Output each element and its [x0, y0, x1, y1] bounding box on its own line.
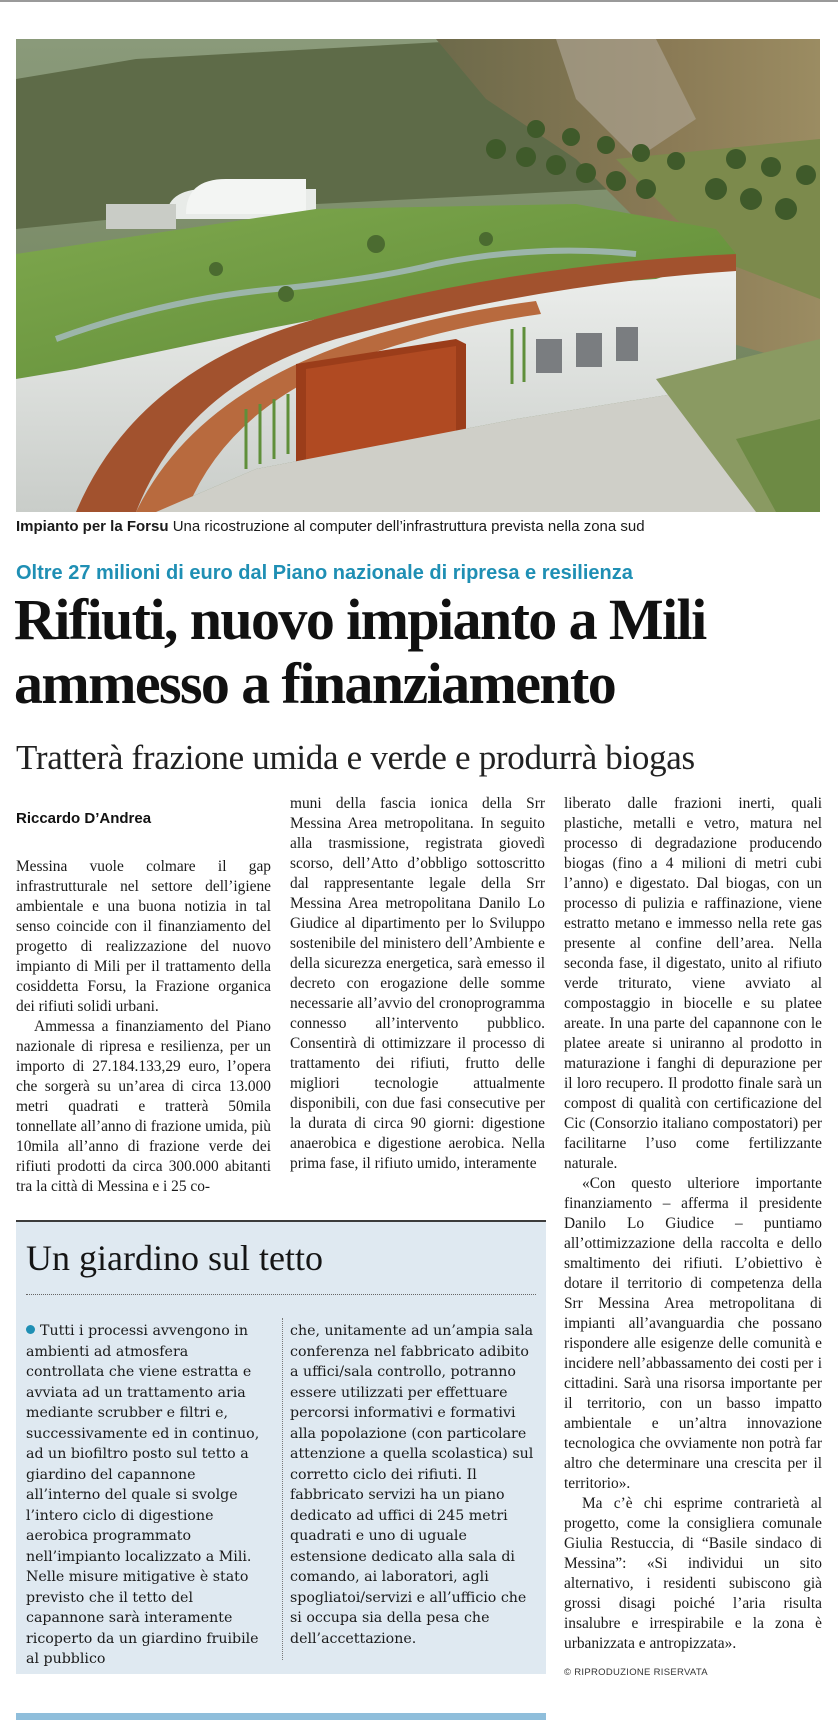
box-column-1 [26, 1321, 270, 1670]
sidebar-box [16, 1220, 546, 1674]
article-paragraph: «Con questo ulteriore importante finanziamento – afferma il presidente Danilo Lo Giudice – puntiamo all’ottimizzazione della raccolta e dello smaltimento dei rifiuti. L’obiettivo è dotare il territorio di competenza della Srr Messina Area metropolitana di impianti all’avanguardia che possano rispondere alle esigenze delle comunità e incidere nell’abbassamento dei costi per i cittadini. Sarà una risorsa importante per il territorio, con un basso impatto ambientale e un’altra innovazione tecnologica che ovviamente non potrà far altro che determinare una crescita per il territorio». [564, 1175, 822, 1492]
box-column-2 [290, 1321, 534, 1649]
article-paragraph: liberato dalle frazioni inerti, quali plastiche, metalli e vetro, matura nel processo di degradazione producendo biogas (fino a 4 milioni di metri cubi l’anno) e digestato. Dal biogas, con un processo di pulizia e raffinazione, viene estratto metano e immesso nella rete gas presente al confine dell’area. Nella seconda fase, il digestato, unito al rifiuto verde triturato, viene avviato al compostaggio in biocelle e su platee areate. In una parte del capannone con le platee areate si uniranno al prodotto in maturazione i fanghi di depurazione per il loro recupero. Il prodotto finale sarà un compost di qualità con certificazione del Cic (Consorzio italiano compostatori) per facilitarne l’uso come fertilizzante naturale. [564, 795, 822, 1172]
box-column-divider [282, 1318, 283, 1660]
bullet-icon [26, 1325, 35, 1334]
photo-caption [16, 518, 822, 536]
box-paragraph: Tutti i processi avvengono in ambienti ad atmosfera controllata che viene estratta e avviata ad un trattamento aria mediante scrubber e filtri e, successivamente ed in continuo, ad un biofiltro posto sul tetto a giardino del capannone all’interno del quale si svolge l’intero ciclo di digestione aerobica programmato nell’impianto localizzato a Mili. Nelle misure mitigative è stato previsto che il tetto del capannone sarà interamente ricoperto da un giardino fruibile al pubblico [26, 1323, 260, 1667]
article-column-2 [290, 794, 545, 1174]
box-paragraph: che, unitamente ad un’ampia sala conferenza nel fabbricato adibito a uffici/sala controllo, potranno essere utilizzati per effettuare percorsi informativi e formativi alla popolazione (con particolare attenzione a quella scolastica) sul corretto ciclo dei rifiuti. Il fabbricato servizi ha un piano dedicato ad uffici di 245 metri quadrati e uno di uguale estensione dedicato alla sala di comando, ai laboratori, agli spogliatoi/servizi e all’ufficio che si occupa sia della pesa che dell’accettazione. [290, 1323, 534, 1647]
box-title: Un giardino sul tetto [26, 1238, 323, 1278]
article-paragraph: Messina vuole colmare il gap infrastrutturale nel settore dell’igiene ambientale e una buona notizia in tal senso coincide con il finanziamento del progetto di realizzazione del nuovo impianto di Mili per il trattamento della cosiddetta Forsu, la Frazione organica dei rifiuti solidi urbani. [16, 858, 271, 1015]
article-paragraph: Ammessa a finanziamento del Piano nazionale di ripresa e resilienza, per un importo di 27.184.133,29 euro, l’opera che sorgerà su un’area di circa 13.000 metri quadrati e tratterà 50mila tonnellate all’anno di frazione umida, più 10mila all’anno di frazione verde dei rifiuti prodotti da circa 300.000 abitanti tra la città di Messina e i 25 co- [16, 1018, 271, 1195]
headline-line-1: Rifiuti, nuovo impianto a Mili [14, 587, 706, 652]
article-photo [16, 39, 820, 512]
byline: Riccardo D’Andrea [16, 810, 152, 827]
headline [14, 588, 822, 716]
bottom-accent-bar [16, 1713, 546, 1720]
plant-rendering-image [16, 39, 820, 512]
headline-line-2: ammesso a finanziamento [14, 651, 616, 716]
article-paragraph: Ma c’è chi esprime contrarietà al progetto, come la consigliera comunale Giulia Restuccia, di “Basile sindaco di Messina”: «Si individui un sito alternativo, i residenti subiscono già grossi disagi poiché l’aria risulta insalubre e irrespirabile e la zona è urbanizzata e antropizzata». [564, 1495, 822, 1652]
article-column-3 [564, 794, 822, 1654]
kicker: Oltre 27 milioni di euro dal Piano nazionale di ripresa e resilienza [16, 562, 633, 584]
article-column-1 [16, 857, 271, 1197]
caption-text: Una ricostruzione al computer dell’infrastruttura prevista nella zona sud [168, 518, 645, 535]
top-rule [0, 0, 838, 2]
copyright-notice: © RIPRODUZIONE RISERVATA [564, 1667, 708, 1678]
box-divider-rule [26, 1294, 536, 1295]
article-paragraph: muni della fascia ionica della Srr Messina Area metropolitana. In seguito alla trasmissione, registrata giovedì scorso, dell’Atto d’obbligo sottoscritto dal rappresentante legale della Srr Messina Area metropolitana Danilo Lo Giudice al dipartimento per lo Sviluppo sostenibile del ministero dell’Ambiente e della sicurezza energetica, sarà emesso il decreto con erogazione delle somme necessarie all’avvio del cronoprogramma connesso all’intervento pubblico. Consentirà di ottimizzare il processo di trattamento dei rifiuti, frutto delle migliori tecnologie attualmente disponibili, con due fasi consecutive per la durata di circa 90 giorni: digestione anaerobica e digestione aerobica. Nella prima fase, il rifiuto umido, interamente [290, 795, 545, 1172]
subheadline: Tratterà frazione umida e verde e produrrà biogas [16, 738, 695, 777]
caption-title: Impianto per la Forsu [16, 518, 169, 535]
